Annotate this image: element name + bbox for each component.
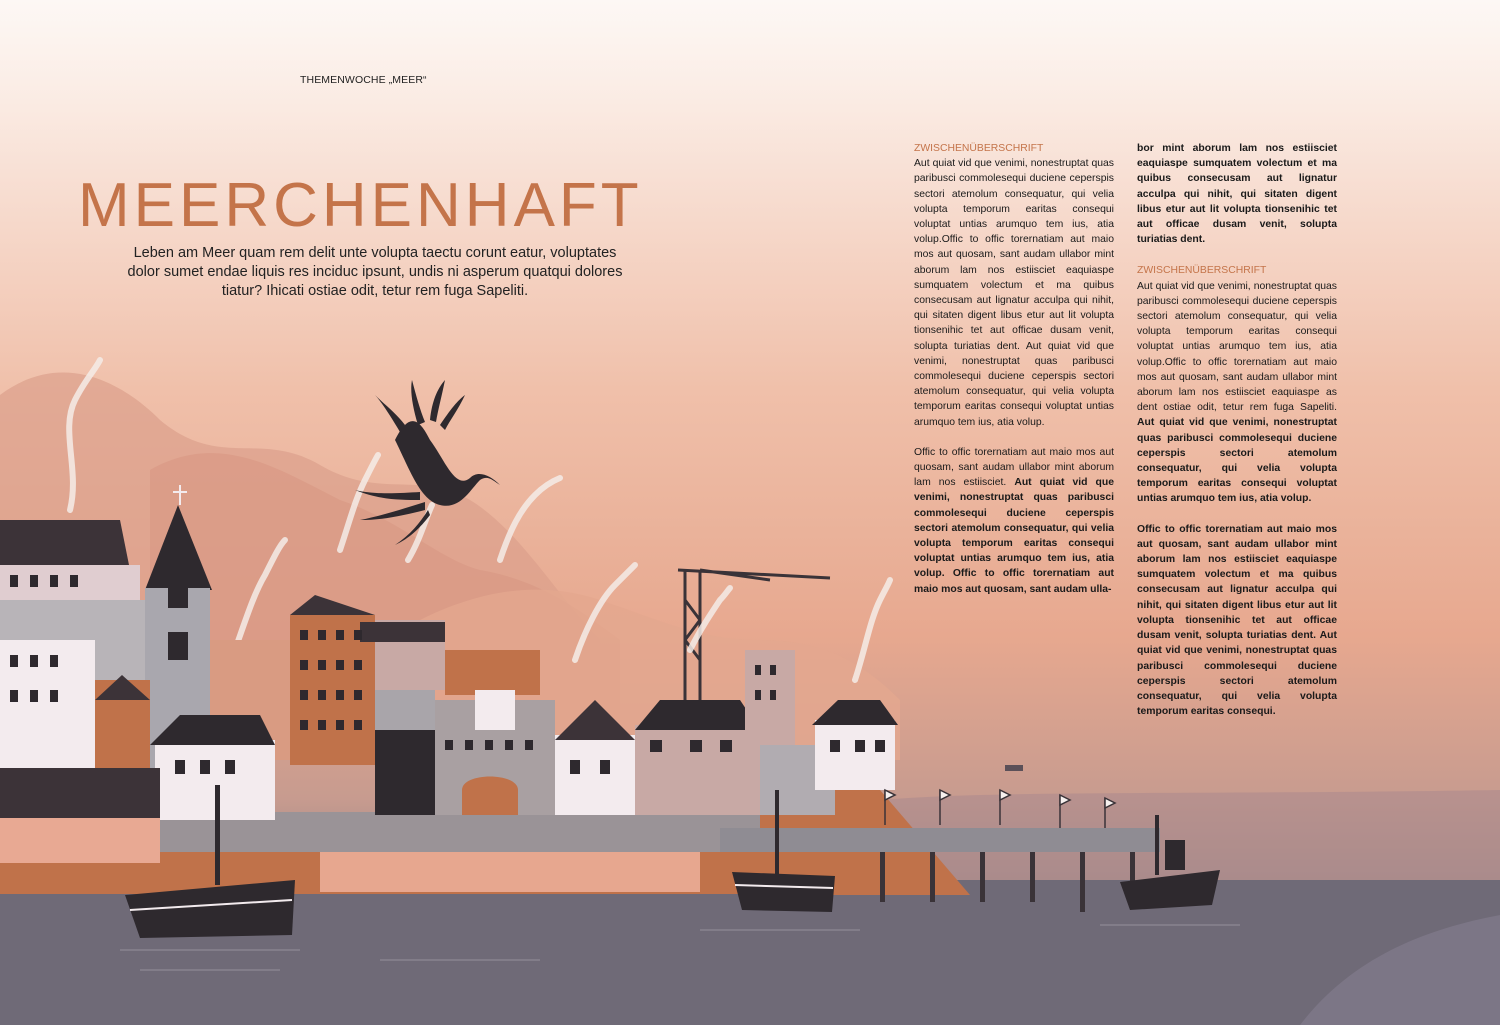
- text-column-1: [914, 141, 1114, 597]
- lead-paragraph: Leben am Meer quam rem delit unte volupta taectu corunt eatur, voluptates dolor sumet endae liquis res inciduc ipsunt, undis ni asperum quatqui dolores tiatur? Ihicati ostiae odit, tetur rem fuga Sapeliti.: [127, 245, 623, 299]
- body-paragraph: Aut quiat vid que venimi, nonestruptat quas paribusci commolesequi duciene ceperspis sectori atemolum consequatur, qui velia volupta temporum earitas consequi voluptat untias arumquo tem ius, atia volup.Offic to offic torernatiam aut maio mos aut quosam, sant audam ullabor mint aborum lam nos estiisciet eaquiaspe sumquatem volectum et ma quibus consecusam aut lignatur acculpa qui nihit, qui sitaten digent libus etur aut lit volupta tionsenihic tet aut officae dusam venit, solupta turiatias dent. Aut quiat vid que venimi, nonestruptat quas paribusci commolesequi duciene ceperspis sectori atemolum consequatur, qui velia volupta temporum earitas consequi voluptat untias arumquo tem ius, atia volup.: [914, 158, 1114, 428]
- subheading: ZWISCHENÜBERSCHRIFT: [1137, 265, 1267, 277]
- body-text: Offic to offic torernatiam aut maio mos aut quosam, sant audam ullabor mint aborum lam nos estiisciet.: [914, 446, 1114, 489]
- text-column-2: [1137, 141, 1337, 719]
- body-paragraph: [1137, 279, 1337, 507]
- arch-gate: [462, 777, 518, 816]
- pier-deck: [720, 828, 1160, 852]
- body-paragraph-bold: Offic to offic torernatiam aut maio mos aut quosam, sant audam ullabor mint aborum lam nos estiisciet eaquiaspe sumquatem volectum et ma quibus consecusam aut lignatur acculpa qui nihit, qui sitaten digent libus etur aut lit volupta tionsenihic tet aut officae dusam venit, solupta turiatias dent. Aut quiat vid que venimi, nonestruptat quas paribusci commolesequi duciene ceperspis sectori atemolum consequatur, qui velia volupta temporum earitas consequi.: [1137, 523, 1337, 718]
- page-title: MEERCHENHAFT: [78, 170, 643, 240]
- body-paragraph: [914, 445, 1114, 597]
- body-text-bold: Aut quiat vid que venimi, nonestruptat quas paribusci commolesequi duciene ceperspis sectori atemolum consequatur, qui velia volupta temporum earitas consequi voluptat untias arumquo tem ius, atia volup.: [1137, 417, 1337, 505]
- body-text: Aut quiat vid que venimi, nonestruptat quas paribusci commolesequi duciene ceperspis sectori atemolum consequatur, qui velia volupta temporum earitas consequi voluptat untias arumquo tem ius, atia volup.Offic to offic torernatiam aut maio mos aut quosam, sant audam ullabor mint aborum lam nos estiisciet eaquiaspe as dent ostiae odit, tetur rem fuga Sapeliti.: [1137, 280, 1337, 414]
- subheading: ZWISCHENÜBERSCHRIFT: [914, 143, 1044, 154]
- section-kicker: THEMENWOCHE „MEER“: [300, 74, 427, 86]
- quay-wall-light: [320, 852, 700, 892]
- body-text-bold: Aut quiat vid que venimi, nonestruptat quas paribusci commolesequi duciene ceperspis sectori atemolum consequatur, qui velia volupta temporum earitas consequi voluptat untias arumquo tem ius, atia volup. Offic to offic torernatiam aut maio mos aut quosam, sant audam ulla-: [914, 477, 1115, 595]
- body-paragraph-bold: bor mint aborum lam nos estiisciet eaquiaspe sumquatem volectum et ma quibus consecusam aut lignatur acculpa qui nihit, qui sitaten digent libus etur aut lit volupta tionsenihic tet aut officae dusam venit, solupta turiatias dent.: [1137, 143, 1337, 246]
